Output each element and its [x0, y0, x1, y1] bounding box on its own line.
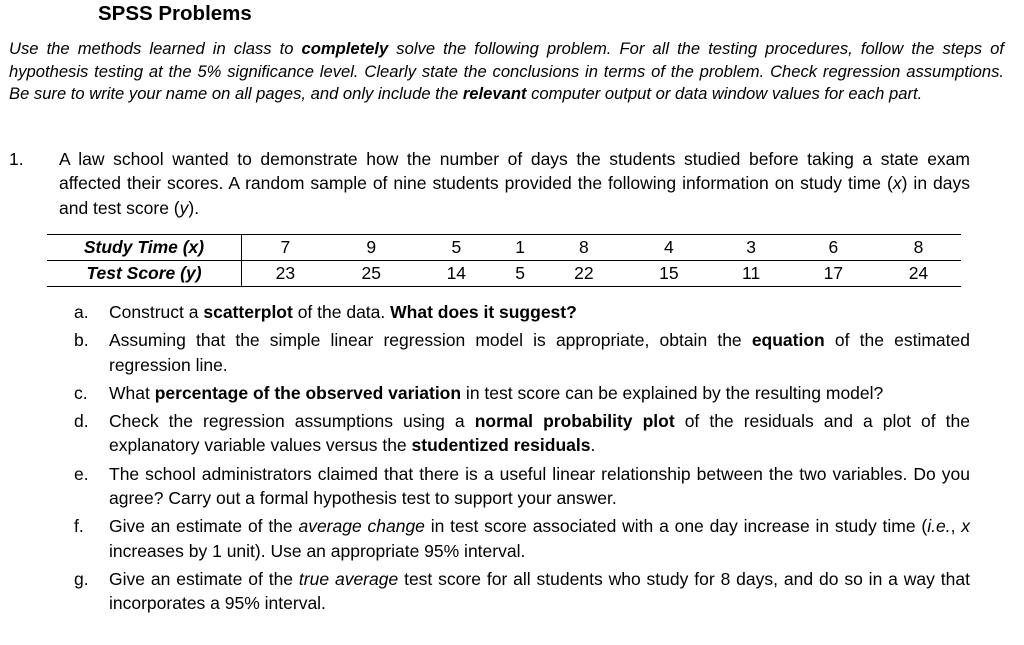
part-e [74, 462, 970, 511]
study-time-cell: 6 [791, 235, 876, 261]
part-italic: average change [298, 516, 425, 537]
instructions-text: solve the following problem. For all the testing procedures, follow the steps of hypothesis testing at the 5% significance level. Clearly state the conclusions in terms of the problem. Check regression assumptions. Be sure to write your name on all pages, and only include the [9, 39, 1004, 103]
part-emphasis: equation [751, 330, 825, 351]
part-text: Give an estimate of the [109, 568, 299, 589]
data-table [47, 234, 961, 287]
part-text: of the estimated regression line. [109, 330, 970, 375]
part-label: d. [74, 411, 89, 432]
part-text: of the data. [292, 302, 391, 322]
part-text: increases by 1 unit). Use an appropriate 95% interval. [109, 540, 526, 561]
part-emphasis: scatterplot [203, 302, 293, 322]
part-d [74, 409, 970, 458]
part-italic: true average [298, 568, 399, 589]
test-score-cell: 5 [515, 263, 525, 283]
part-c [74, 381, 970, 405]
part-text: What [109, 382, 155, 403]
study-time-row [47, 235, 961, 261]
part-italic: x [961, 516, 970, 537]
study-time-cell: 7 [242, 235, 329, 261]
part-emphasis: normal probability plot [474, 411, 675, 432]
part-label: g. [74, 568, 89, 589]
test-score-cell: 25 [361, 263, 381, 283]
part-text: . [590, 435, 596, 456]
part-label: f. [74, 516, 84, 537]
part-text: Construct a [109, 302, 204, 322]
study-time-cell: 9 [329, 235, 414, 261]
part-text: The school administrators claimed that there is a useful linear relationship between the two variables. Do you agree? Carry out a formal hypothesis test to support your answer. [109, 463, 970, 509]
problem-text: ). [188, 197, 200, 218]
study-time-cell: 8 [876, 235, 961, 261]
instructions-emphasis: relevant [462, 84, 527, 103]
study-time-cell: 1 [499, 235, 542, 261]
part-text: Assuming that the simple linear regression model is appropriate, obtain the [109, 330, 752, 351]
part-text: , [950, 516, 962, 537]
part-g [74, 567, 970, 616]
instructions-emphasis: completely [301, 39, 389, 58]
part-emphasis: percentage of the observed variation [154, 382, 462, 403]
problem-text: A law school wanted to demonstrate how the number of days the students studied before taking a state exam affected their scores. A random sample of nine students provided the following information on study time ( [59, 149, 970, 194]
instructions-text: Use the methods learned in class to [9, 39, 302, 58]
variable-y: y [179, 197, 189, 218]
part-label: e. [74, 463, 89, 484]
part-f [74, 514, 970, 563]
part-b [74, 328, 970, 377]
part-label: c. [74, 382, 88, 403]
part-emphasis: studentized residuals [411, 435, 591, 456]
problem-number: 1. [9, 149, 24, 169]
study-time-cell: 8 [541, 235, 626, 261]
test-score-header: Test Score (y) [47, 261, 242, 287]
part-text: in test score associated with a one day increase in study time ( [424, 516, 928, 537]
part-text: Check the regression assumptions using a [109, 411, 475, 432]
test-score-cell: 15 [659, 263, 679, 283]
study-time-cell: 5 [414, 235, 499, 261]
part-label: a. [74, 302, 89, 322]
instructions-paragraph [9, 38, 1004, 106]
test-score-row [47, 261, 961, 287]
test-score-cell: 22 [574, 263, 594, 283]
part-text: in test score can be explained by the resulting model? [461, 382, 884, 403]
part-a [74, 300, 970, 324]
test-score-cell: 23 [275, 263, 296, 283]
part-text: test score for all students who study for 8 days, and do so in a way that incorporates a 95% interval. [109, 568, 970, 614]
study-time-cell: 3 [711, 235, 790, 261]
problem-text: ) in days and test score ( [59, 173, 971, 218]
part-emphasis: What does it suggest? [390, 302, 577, 322]
part-text: Give an estimate of the [109, 516, 299, 537]
question-parts-list [74, 300, 970, 620]
part-text: of the residuals and a plot of the explanatory variable values versus the [109, 411, 971, 456]
part-label: b. [74, 330, 89, 351]
part-italic: i.e. [927, 516, 951, 537]
problem-statement [59, 147, 970, 220]
test-score-cell: 11 [742, 263, 761, 283]
variable-x: x [892, 173, 902, 194]
study-time-header: Study Time (x) [47, 235, 242, 261]
test-score-cell: 14 [446, 263, 467, 283]
test-score-cell: 24 [908, 263, 929, 283]
instructions-text: computer output or data window values for each part. [526, 84, 923, 103]
test-score-cell: 17 [823, 263, 844, 283]
page-title: SPSS Problems [98, 2, 252, 25]
study-time-cell: 4 [626, 235, 711, 261]
